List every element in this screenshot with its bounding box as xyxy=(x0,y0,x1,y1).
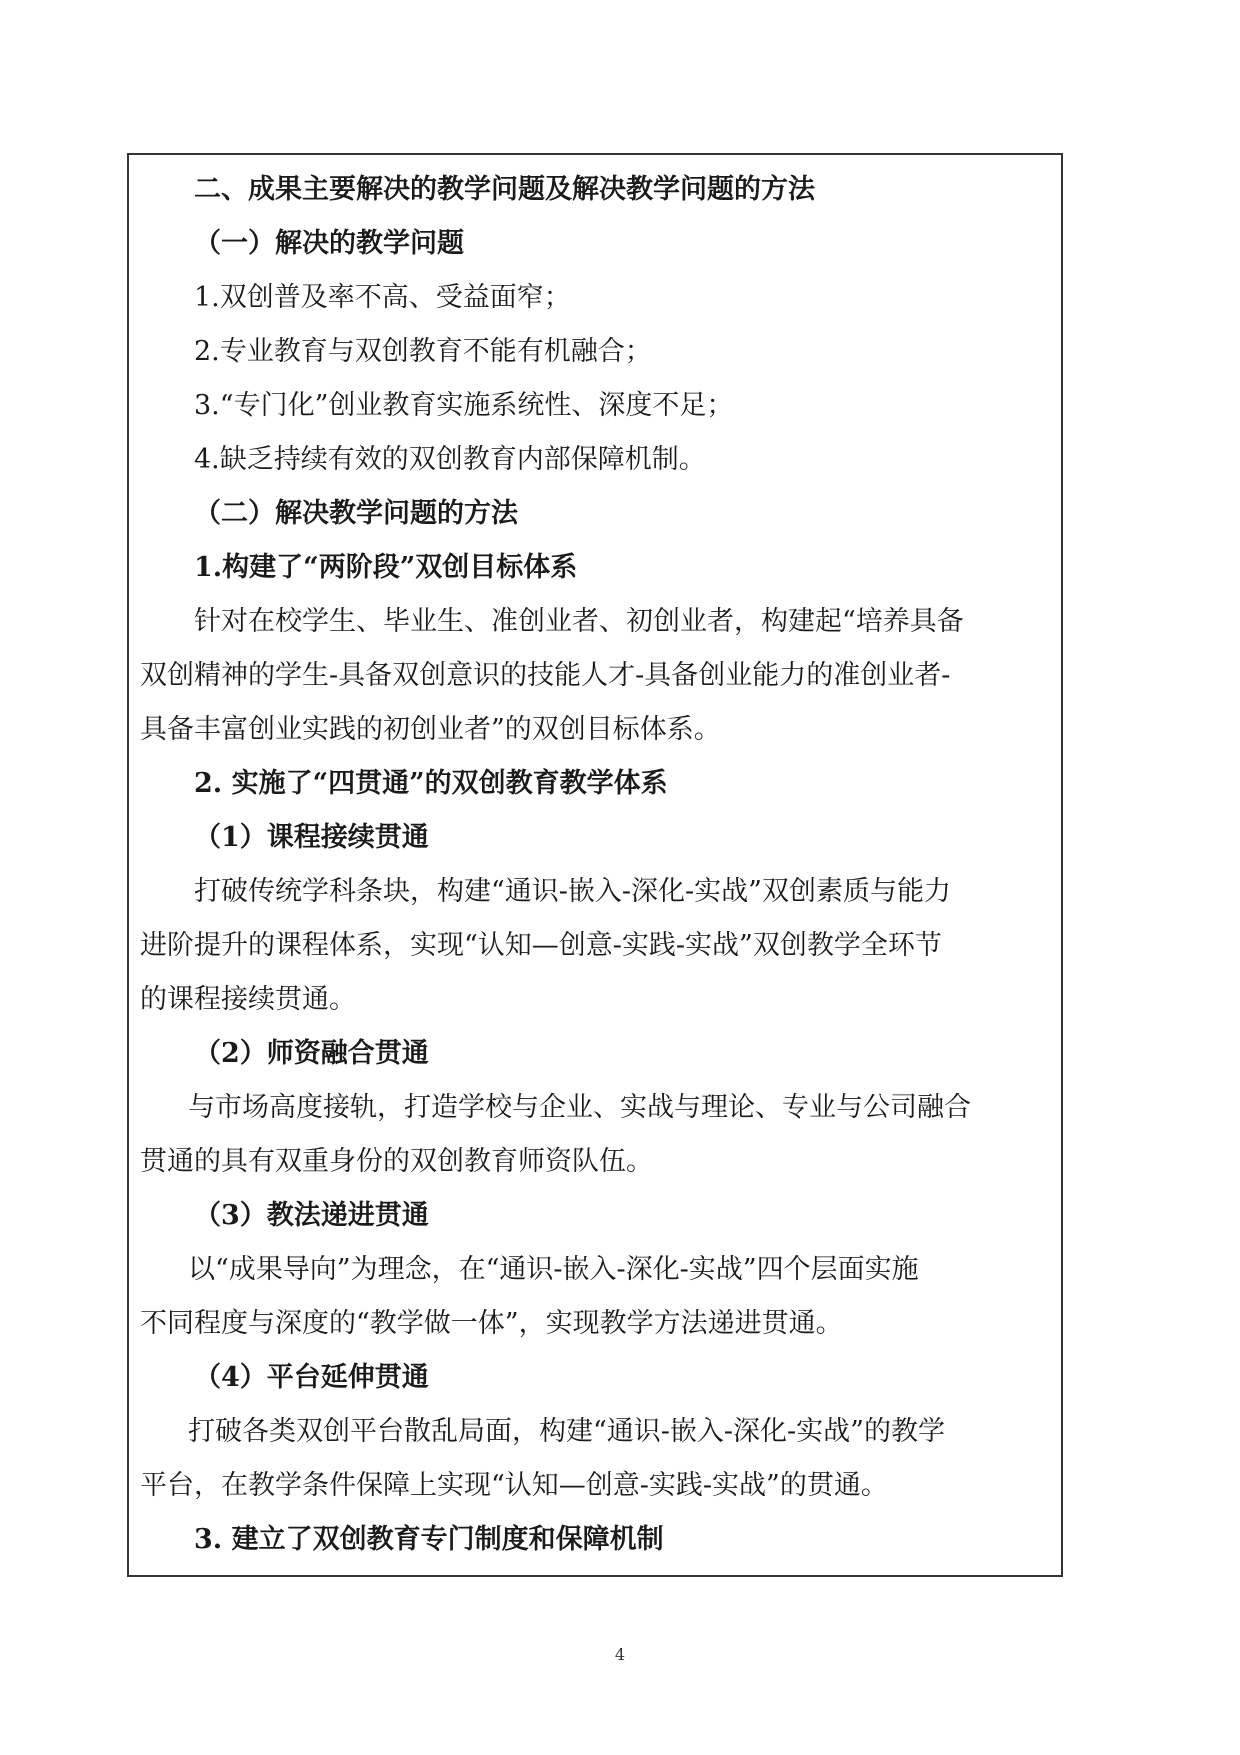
content-table-frame xyxy=(127,153,1063,1577)
paragraph-line: 具备丰富创业实践的初创业者”的双创目标体系。 xyxy=(140,714,721,745)
problem-item: 1.双创普及率不高、受益面窄； xyxy=(194,282,571,313)
paragraph-line: 打破各类双创平台散乱局面，构建“通识-嵌入-深化-实战”的教学 xyxy=(188,1416,945,1447)
section-heading: 二、成果主要解决的教学问题及解决教学问题的方法 xyxy=(194,174,815,205)
paragraph-line: 进阶提升的课程体系，实现“认知—创意-实践-实战”双创教学全环节 xyxy=(140,930,942,961)
paragraph-line: 平台，在教学条件保障上实现“认知—创意-实践-实战”的贯通。 xyxy=(140,1470,888,1501)
subsection-heading: （一）解决的教学问题 xyxy=(194,228,464,259)
paragraph-line: 双创精神的学生-具备双创意识的技能人才-具备创业能力的准创业者- xyxy=(140,660,951,691)
sub-method-heading: （4）平台延伸贯通 xyxy=(194,1362,429,1393)
paragraph-line: 与市场高度接轨，打造学校与企业、实战与理论、专业与公司融合 xyxy=(188,1092,971,1123)
paragraph-line: 以“成果导向”为理念，在“通识-嵌入-深化-实战”四个层面实施 xyxy=(188,1254,919,1285)
paragraph-line: 的课程接续贯通。 xyxy=(140,984,356,1015)
page-number: 4 xyxy=(614,1645,626,1664)
sub-method-heading: （2）师资融合贯通 xyxy=(194,1038,429,1069)
method-heading: 2. 实施了“四贯通”的双创教育教学体系 xyxy=(194,768,668,799)
sub-method-heading: （3）教法递进贯通 xyxy=(194,1200,429,1231)
method-heading: 1.构建了“两阶段”双创目标体系 xyxy=(194,552,578,583)
paragraph-line: 不同程度与深度的“教学做一体”，实现教学方法递进贯通。 xyxy=(140,1308,843,1339)
problem-item: 4.缺乏持续有效的双创教育内部保障机制。 xyxy=(194,444,706,475)
method-heading: 3. 建立了双创教育专门制度和保障机制 xyxy=(194,1524,664,1555)
subsection-heading: （二）解决教学问题的方法 xyxy=(194,498,518,529)
sub-method-heading: （1）课程接续贯通 xyxy=(194,822,429,853)
problem-item: 2.专业教育与双创教育不能有机融合； xyxy=(194,336,652,367)
paragraph-line: 打破传统学科条块，构建“通识-嵌入-深化-实战”双创素质与能力 xyxy=(194,876,951,907)
paragraph-line: 贯通的具有双重身份的双创教育师资队伍。 xyxy=(140,1146,653,1177)
paragraph-line: 针对在校学生、毕业生、准创业者、初创业者，构建起“培养具备 xyxy=(194,606,964,637)
problem-item: 3.“专门化”创业教育实施系统性、深度不足； xyxy=(194,390,734,421)
